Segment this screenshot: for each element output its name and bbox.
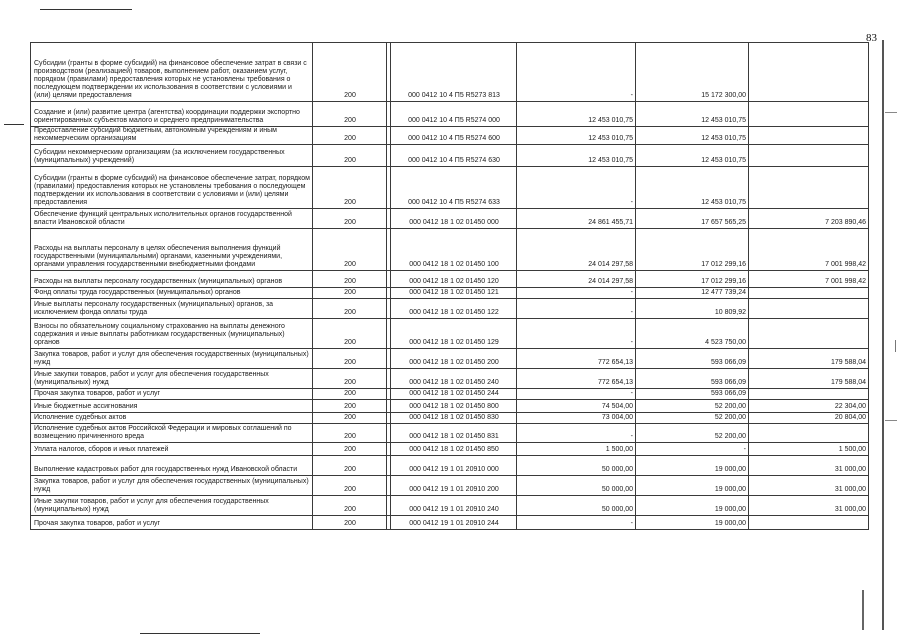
row-unexecuted xyxy=(749,127,869,145)
row-approved: - xyxy=(517,516,636,530)
row-classification: 000 0412 19 1 01 20910 000 xyxy=(391,456,517,476)
row-name: Уплата налогов, сборов и иных платежей xyxy=(31,443,313,456)
row-classification: 000 0412 18 1 02 01450 240 xyxy=(391,369,517,389)
row-unexecuted xyxy=(749,288,869,299)
row-classification: 000 0412 19 1 01 20910 240 xyxy=(391,496,517,516)
row-classification: 000 0412 18 1 02 01450 122 xyxy=(391,299,517,319)
table-row xyxy=(31,102,869,127)
row-classification: 000 0412 18 1 02 01450 200 xyxy=(391,349,517,369)
row-code: 200 xyxy=(313,229,387,271)
table-row xyxy=(31,424,869,443)
row-code: 200 xyxy=(313,369,387,389)
row-executed: 17 012 299,16 xyxy=(636,271,749,288)
row-approved: - xyxy=(517,288,636,299)
table-row xyxy=(31,443,869,456)
row-name: Расходы на выплаты персоналу государственных (муниципальных) органов xyxy=(31,271,313,288)
row-approved: 50 000,00 xyxy=(517,476,636,496)
scan-artifact xyxy=(40,9,132,10)
row-classification: 000 0412 18 1 02 01450 129 xyxy=(391,319,517,349)
row-unexecuted xyxy=(749,389,869,400)
row-approved: - xyxy=(517,319,636,349)
row-executed: 17 657 565,25 xyxy=(636,209,749,229)
row-unexecuted xyxy=(749,167,869,209)
row-code: 200 xyxy=(313,127,387,145)
row-executed: 12 477 739,24 xyxy=(636,288,749,299)
row-unexecuted: 31 000,00 xyxy=(749,456,869,476)
row-code: 200 xyxy=(313,389,387,400)
row-unexecuted: 31 000,00 xyxy=(749,496,869,516)
row-unexecuted: 20 804,00 xyxy=(749,413,869,424)
row-classification: 000 0412 18 1 02 01450 000 xyxy=(391,209,517,229)
table-row xyxy=(31,167,869,209)
table-row xyxy=(31,369,869,389)
table-row xyxy=(31,413,869,424)
row-name: Иные закупки товаров, работ и услуг для обеспечения государственных (муниципальных) нужд xyxy=(31,496,313,516)
row-approved: 772 654,13 xyxy=(517,349,636,369)
row-name: Обеспечение функций центральных исполнительных органов государственной власти Ивановской области xyxy=(31,209,313,229)
row-code: 200 xyxy=(313,349,387,369)
row-approved: 24 861 455,71 xyxy=(517,209,636,229)
row-classification: 000 0412 10 4 П5 R5274 000 xyxy=(391,102,517,127)
row-name: Субсидии (гранты в форме субсидий) на финансовое обеспечение затрат, порядком (правилами) предоставления которых не установлены требования о последующем подтверждении их использования в соответствии с условиями и (или) целями предоставления xyxy=(31,167,313,209)
row-unexecuted xyxy=(749,299,869,319)
row-executed: 15 172 300,00 xyxy=(636,43,749,102)
row-approved: 772 654,13 xyxy=(517,369,636,389)
row-executed: 19 000,00 xyxy=(636,516,749,530)
row-approved: 50 000,00 xyxy=(517,496,636,516)
row-classification: 000 0412 18 1 02 01450 100 xyxy=(391,229,517,271)
row-code: 200 xyxy=(313,288,387,299)
row-executed: 593 066,09 xyxy=(636,369,749,389)
row-code: 200 xyxy=(313,145,387,167)
row-executed: 19 000,00 xyxy=(636,496,749,516)
row-approved: - xyxy=(517,167,636,209)
row-classification: 000 0412 19 1 01 20910 244 xyxy=(391,516,517,530)
row-code: 200 xyxy=(313,443,387,456)
row-name: Субсидии (гранты в форме субсидий) на финансовое обеспечение затрат в связи с производством (реализацией) товаров, выполнением работ, оказанием услуг, порядком (правилами) предоставления которых не установлены требования о последующем подтверждении их использования в соответствии с условиями и (или) целями предоставления xyxy=(31,43,313,102)
row-unexecuted: 1 500,00 xyxy=(749,443,869,456)
row-name: Иные выплаты персоналу государственных (муниципальных) органов, за исключением фонда оплаты труда xyxy=(31,299,313,319)
table-row xyxy=(31,145,869,167)
table-row xyxy=(31,496,869,516)
scan-artifact xyxy=(4,124,24,125)
row-executed: 10 809,92 xyxy=(636,299,749,319)
row-name: Исполнение судебных актов Российской Федерации и мировых соглашений по возмещению причиненного вреда xyxy=(31,424,313,443)
row-name: Закупка товаров, работ и услуг для обеспечения государственных (муниципальных) нужд xyxy=(31,349,313,369)
table-row xyxy=(31,476,869,496)
row-approved: - xyxy=(517,43,636,102)
row-name: Предоставление субсидий бюджетным, автономным учреждениям и иным некоммерческим организациям xyxy=(31,127,313,145)
scan-artifact xyxy=(885,420,897,421)
row-approved: 1 500,00 xyxy=(517,443,636,456)
table-row xyxy=(31,400,869,413)
row-name: Фонд оплаты труда государственных (муниципальных) органов xyxy=(31,288,313,299)
table-row xyxy=(31,516,869,530)
row-name: Исполнение судебных актов xyxy=(31,413,313,424)
row-name: Взносы по обязательному социальному страхованию на выплаты денежного содержания и иные выплаты работникам государственных (муниципальных) органов xyxy=(31,319,313,349)
row-classification: 000 0412 18 1 02 01450 850 xyxy=(391,443,517,456)
row-code: 200 xyxy=(313,496,387,516)
row-executed: 19 000,00 xyxy=(636,476,749,496)
row-code: 200 xyxy=(313,167,387,209)
scan-artifact xyxy=(882,40,884,630)
row-name: Иные закупки товаров, работ и услуг для обеспечения государственных (муниципальных) нужд xyxy=(31,369,313,389)
row-approved: - xyxy=(517,299,636,319)
row-executed: 52 200,00 xyxy=(636,413,749,424)
budget-table xyxy=(30,42,869,530)
row-code: 200 xyxy=(313,400,387,413)
scan-artifact xyxy=(885,112,897,113)
row-executed: 12 453 010,75 xyxy=(636,167,749,209)
row-unexecuted: 7 001 998,42 xyxy=(749,229,869,271)
row-unexecuted xyxy=(749,102,869,127)
row-approved: - xyxy=(517,424,636,443)
row-unexecuted: 179 588,04 xyxy=(749,369,869,389)
row-classification: 000 0412 10 4 П5 R5274 630 xyxy=(391,145,517,167)
page-number: 83 xyxy=(866,32,877,44)
row-code: 200 xyxy=(313,43,387,102)
table-row xyxy=(31,229,869,271)
row-unexecuted xyxy=(749,516,869,530)
row-executed: 17 012 299,16 xyxy=(636,229,749,271)
scan-artifact xyxy=(862,590,864,630)
row-code: 200 xyxy=(313,413,387,424)
row-code: 200 xyxy=(313,424,387,443)
table-row xyxy=(31,288,869,299)
row-approved: 74 504,00 xyxy=(517,400,636,413)
row-approved: 12 453 010,75 xyxy=(517,102,636,127)
row-classification: 000 0412 18 1 02 01450 800 xyxy=(391,400,517,413)
table-row xyxy=(31,299,869,319)
table-row xyxy=(31,456,869,476)
row-name: Иные бюджетные ассигнования xyxy=(31,400,313,413)
table-row xyxy=(31,349,869,369)
row-name: Прочая закупка товаров, работ и услуг xyxy=(31,516,313,530)
table-row xyxy=(31,127,869,145)
row-classification: 000 0412 18 1 02 01450 830 xyxy=(391,413,517,424)
table-row xyxy=(31,209,869,229)
scan-artifact xyxy=(895,340,896,352)
row-unexecuted: 7 001 998,42 xyxy=(749,271,869,288)
row-approved: 12 453 010,75 xyxy=(517,145,636,167)
row-executed: 19 000,00 xyxy=(636,456,749,476)
table-row xyxy=(31,319,869,349)
row-approved: 12 453 010,75 xyxy=(517,127,636,145)
row-executed: 4 523 750,00 xyxy=(636,319,749,349)
row-approved: 24 014 297,58 xyxy=(517,271,636,288)
row-unexecuted xyxy=(749,43,869,102)
row-code: 200 xyxy=(313,456,387,476)
row-unexecuted: 22 304,00 xyxy=(749,400,869,413)
row-classification: 000 0412 10 4 П5 R5273 813 xyxy=(391,43,517,102)
row-unexecuted xyxy=(749,424,869,443)
table-row xyxy=(31,271,869,288)
row-classification: 000 0412 10 4 П5 R5274 600 xyxy=(391,127,517,145)
row-code: 200 xyxy=(313,516,387,530)
row-unexecuted: 7 203 890,46 xyxy=(749,209,869,229)
row-classification: 000 0412 18 1 02 01450 121 xyxy=(391,288,517,299)
row-executed: 52 200,00 xyxy=(636,424,749,443)
row-approved: 73 004,00 xyxy=(517,413,636,424)
row-name: Создание и (или) развитие центра (агентства) координации поддержки экспортно ориентированных субъектов малого и среднего предпринимательства xyxy=(31,102,313,127)
row-approved: - xyxy=(517,389,636,400)
row-approved: 50 000,00 xyxy=(517,456,636,476)
row-executed: 12 453 010,75 xyxy=(636,145,749,167)
row-executed: - xyxy=(636,443,749,456)
scan-artifact xyxy=(140,633,260,634)
row-name: Субсидии некоммерческим организациям (за исключением государственных (муниципальных) учреждений) xyxy=(31,145,313,167)
row-code: 200 xyxy=(313,102,387,127)
row-code: 200 xyxy=(313,299,387,319)
row-code: 200 xyxy=(313,319,387,349)
row-classification: 000 0412 18 1 02 01450 120 xyxy=(391,271,517,288)
row-name: Выполнение кадастровых работ для государственных нужд Ивановской области xyxy=(31,456,313,476)
row-classification: 000 0412 18 1 02 01450 831 xyxy=(391,424,517,443)
row-executed: 593 066,09 xyxy=(636,389,749,400)
row-code: 200 xyxy=(313,476,387,496)
row-code: 200 xyxy=(313,271,387,288)
row-unexecuted xyxy=(749,319,869,349)
row-executed: 593 066,09 xyxy=(636,349,749,369)
row-classification: 000 0412 18 1 02 01450 244 xyxy=(391,389,517,400)
row-name: Закупка товаров, работ и услуг для обеспечения государственных (муниципальных) нужд xyxy=(31,476,313,496)
table-row xyxy=(31,43,869,102)
row-unexecuted: 179 588,04 xyxy=(749,349,869,369)
row-executed: 52 200,00 xyxy=(636,400,749,413)
row-unexecuted xyxy=(749,145,869,167)
row-classification: 000 0412 19 1 01 20910 200 xyxy=(391,476,517,496)
row-unexecuted: 31 000,00 xyxy=(749,476,869,496)
row-executed: 12 453 010,75 xyxy=(636,127,749,145)
row-code: 200 xyxy=(313,209,387,229)
row-name: Прочая закупка товаров, работ и услуг xyxy=(31,389,313,400)
row-executed: 12 453 010,75 xyxy=(636,102,749,127)
row-classification: 000 0412 10 4 П5 R5274 633 xyxy=(391,167,517,209)
row-name: Расходы на выплаты персоналу в целях обеспечения выполнения функций государственными (муниципальными) органами, казенными учреждениями, органами управления государственными внебюджетными фондами xyxy=(31,229,313,271)
row-approved: 24 014 297,58 xyxy=(517,229,636,271)
table-row xyxy=(31,389,869,400)
